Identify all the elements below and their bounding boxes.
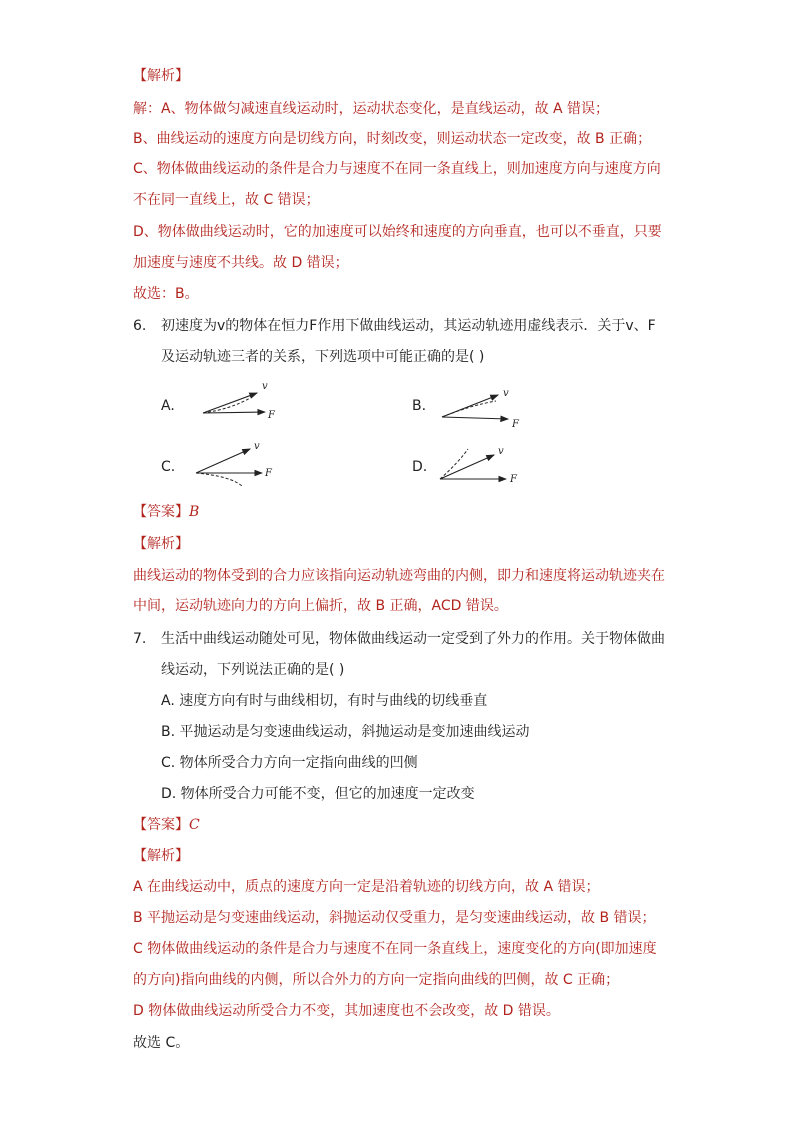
answer-label: 【答案】 <box>133 817 189 833</box>
question-stem: 生活中曲线运动随处可见，物体做曲线运动一定受到了外力的作用。关于物体做曲 <box>161 631 665 647</box>
analysis-line: 加速度与速度不共线。故 D 错误； <box>133 255 349 271</box>
figure-option-d <box>436 441 526 491</box>
analysis-heading: 【解析】 <box>133 68 189 84</box>
question-number: 6. <box>133 318 147 334</box>
velocity-arrow <box>442 395 498 417</box>
analysis-line: A 在曲线运动中，质点的速度方向一定是沿着轨迹的切线方向，故 A 错误； <box>133 879 600 895</box>
v-label: v <box>262 381 268 392</box>
analysis-heading: 【解析】 <box>133 848 189 864</box>
figure-option-a <box>195 375 285 425</box>
option-d: D. 物体所受合力可能不变，但它的加速度一定改变 <box>161 786 475 802</box>
analysis-line: 中间，运动轨迹向力的方向上偏折，故 B 正确，ACD 错误。 <box>133 598 508 614</box>
analysis-line: C、物体做曲线运动的条件是合力与速度不在同一条直线上，则加速度方向与速度方向 <box>133 161 661 177</box>
force-arrow <box>203 412 265 413</box>
trajectory-curve <box>440 449 468 479</box>
figure-option-b <box>436 381 526 431</box>
option-d-label: D. <box>412 459 428 475</box>
analysis-line: 曲线运动的物体受到的合力应该指向运动轨迹弯曲的内侧，即力和速度将运动轨迹夹在 <box>133 568 665 584</box>
v-label: v <box>498 446 504 457</box>
answer-line <box>133 815 200 835</box>
v-label: v <box>254 441 260 452</box>
trajectory-curve <box>442 401 496 417</box>
f-label: F <box>510 474 517 485</box>
f-label: F <box>268 410 275 421</box>
velocity-arrow <box>440 455 494 479</box>
figure-option-c <box>190 438 280 493</box>
analysis-line: B、曲线运动的速度方向是切线方向，时刻改变，则运动状态一定改变，故 B 正确； <box>133 131 652 147</box>
f-label: F <box>265 468 272 479</box>
v-label: v <box>503 388 509 399</box>
analysis-line: 不在同一直线上，故 C 错误； <box>133 192 320 208</box>
analysis-heading: 【解析】 <box>133 536 189 552</box>
answer-line <box>133 502 199 522</box>
f-label: F <box>512 419 519 430</box>
analysis-line: D 物体做曲线运动所受合力不变，其加速度也不会改变，故 D 错误。 <box>133 1003 560 1019</box>
force-arrow <box>442 417 508 419</box>
analysis-line: D、物体做曲线运动时，它的加速度可以始终和速度的方向垂直，也可以不垂直，只要 <box>133 224 662 240</box>
question-stem: 线运动，下列说法正确的是( ) <box>161 662 345 678</box>
analysis-line: 故选 C。 <box>133 1035 190 1051</box>
option-b: B. 平抛运动是匀变速曲线运动，斜抛运动是变加速曲线运动 <box>161 724 530 740</box>
answer-value: C <box>189 817 200 833</box>
velocity-arrow <box>196 449 250 473</box>
analysis-line: B 平抛运动是匀变速曲线运动，斜抛运动仅受重力，是匀变速曲线运动，故 B 错误； <box>133 910 656 926</box>
question-stem: 及运动轨迹三者的关系，下列选项中可能正确的是( ) <box>161 349 485 365</box>
analysis-line: 解：A、物体做匀减速直线运动时，运动状态变化，是直线运动，故 A 错误； <box>133 101 610 117</box>
option-c-label: C. <box>161 459 176 475</box>
analysis-line: 的方向)指向曲线的内侧，所以合外力的方向一定指向曲线的凹侧，故 C 正确； <box>133 972 620 988</box>
option-a: A. 速度方向有时与曲线相切，有时与曲线的切线垂直 <box>161 693 488 709</box>
analysis-line: 故选：B。 <box>133 286 199 302</box>
velocity-arrow <box>203 393 257 413</box>
option-a-label: A. <box>161 398 175 414</box>
question-stem: 初速度为v的物体在恒力F作用下做曲线运动，其运动轨迹用虚线表示．关于v、F <box>161 318 656 334</box>
question-number: 7. <box>133 631 147 647</box>
option-b-label: B. <box>412 398 427 414</box>
analysis-line: C 物体做曲线运动的条件是合力与速度不在同一条直线上，速度变化的方向(即加速度 <box>133 941 657 957</box>
answer-label: 【答案】 <box>133 504 189 520</box>
option-c: C. 物体所受合力方向一定指向曲线的凹侧 <box>161 755 418 771</box>
answer-value: B <box>189 504 200 520</box>
trajectory-curve <box>196 473 242 486</box>
